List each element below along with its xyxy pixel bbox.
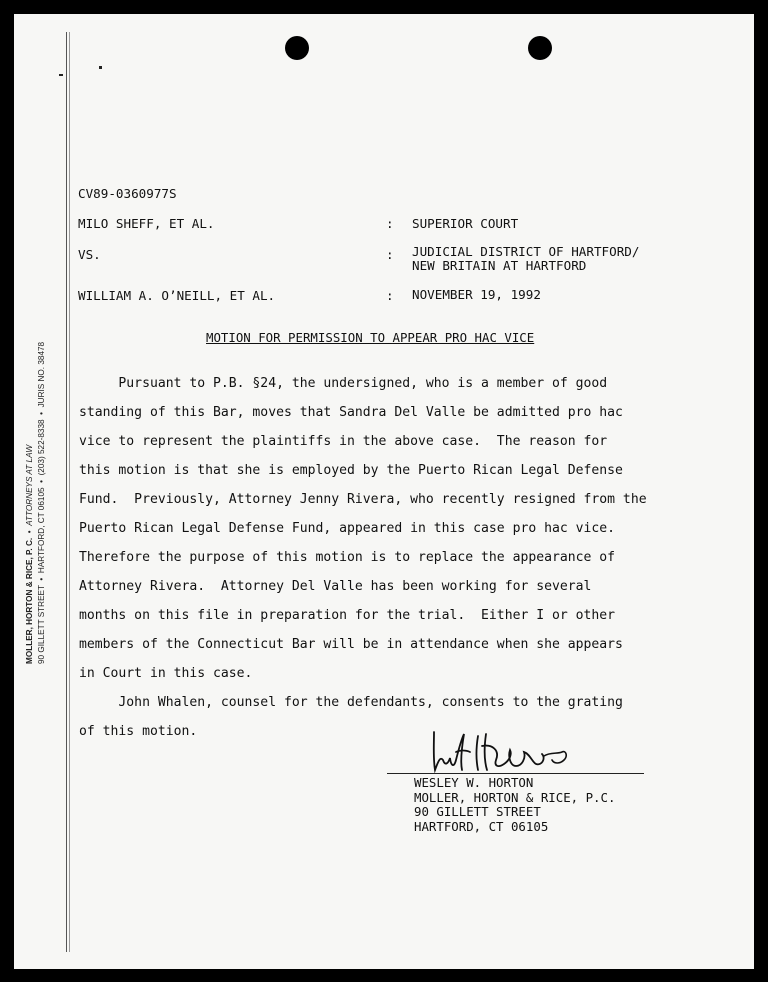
side-bullet: • (37, 411, 46, 415)
body-line: months on this file in preparation for the trial. Either I or other (79, 608, 616, 623)
filing-date: NOVEMBER 19, 1992 (412, 287, 541, 302)
signer-street: 90 GILLETT STREET (414, 804, 541, 819)
scan-speck (59, 74, 63, 76)
margin-rule-inner (69, 32, 70, 952)
handwritten-signature (426, 726, 586, 778)
side-role: ATTORNEYS AT LAW (25, 444, 34, 526)
side-bullet: • (25, 530, 34, 534)
margin-rule (66, 32, 67, 952)
body-line: standing of this Bar, moves that Sandra Del Valle be admitted pro hac (79, 405, 623, 420)
signer-firm: MOLLER, HORTON & RICE, P.C. (414, 789, 616, 805)
body-line: Fund. Previously, Attorney Jenny Rivera, who recently resigned from the (79, 492, 647, 507)
body-line: vice to represent the plaintiffs in the above case. The reason for (79, 434, 608, 449)
caption-colon: : (386, 216, 394, 231)
caption-colon: : (386, 247, 394, 262)
side-letterhead (24, 304, 48, 664)
body-line: John Whalen, counsel for the defendants, consents to the grating (79, 695, 623, 710)
punch-hole-left (285, 36, 309, 60)
signature-line (387, 773, 644, 774)
case-number: CV89-0360977S (78, 186, 177, 201)
body-line: of this motion. (79, 724, 198, 739)
body-line: Attorney Rivera. Attorney Del Valle has been working for several (79, 579, 592, 594)
caption-colon: : (386, 288, 394, 303)
body-line: in Court in this case. (79, 666, 253, 681)
body-line: this motion is that she is employed by the Puerto Rican Legal Defense (79, 463, 623, 478)
body-line: Therefore the purpose of this motion is to replace the appearance of (79, 550, 616, 565)
judicial-district-line1: JUDICIAL DISTRICT OF HARTFORD/ (412, 244, 640, 259)
punch-hole-right (528, 36, 552, 60)
judicial-district-line2: NEW BRITAIN AT HARTFORD (412, 258, 587, 273)
motion-title: MOTION FOR PERMISSION TO APPEAR PRO HAC VICE (206, 330, 535, 345)
motion-body (79, 369, 719, 746)
signer-city: HARTFORD, CT 06105 (414, 818, 549, 834)
defendant-name: WILLIAM A. O’NEILL, ET AL. (78, 288, 276, 303)
side-bullet: • (37, 577, 46, 581)
versus: VS. (78, 247, 101, 262)
body-line: members of the Connecticut Bar will be in attendance when she appears (79, 637, 623, 652)
signature-block (414, 776, 615, 834)
side-street: 90 GILLETT STREET (37, 585, 46, 664)
side-city: HARTFORD, CT 06105 (37, 487, 46, 574)
body-line: Pursuant to P.B. §24, the undersigned, who is a member of good (79, 376, 608, 391)
plaintiff-name: MILO SHEFF, ET AL. (78, 216, 215, 231)
side-juris: JURIS NO. 38478 (37, 341, 46, 408)
document-page (14, 14, 754, 969)
court-name: SUPERIOR COURT (412, 216, 519, 231)
side-phone: (203) 522-8338 (37, 419, 46, 476)
side-firm-name: MOLLER, HORTON & RICE, P. C. (25, 537, 34, 664)
side-bullet: • (37, 479, 46, 483)
body-line: Puerto Rican Legal Defense Fund, appeared in this case pro hac vice. (79, 521, 616, 536)
scan-speck (99, 66, 102, 69)
signer-name: WESLEY W. HORTON (414, 775, 534, 790)
